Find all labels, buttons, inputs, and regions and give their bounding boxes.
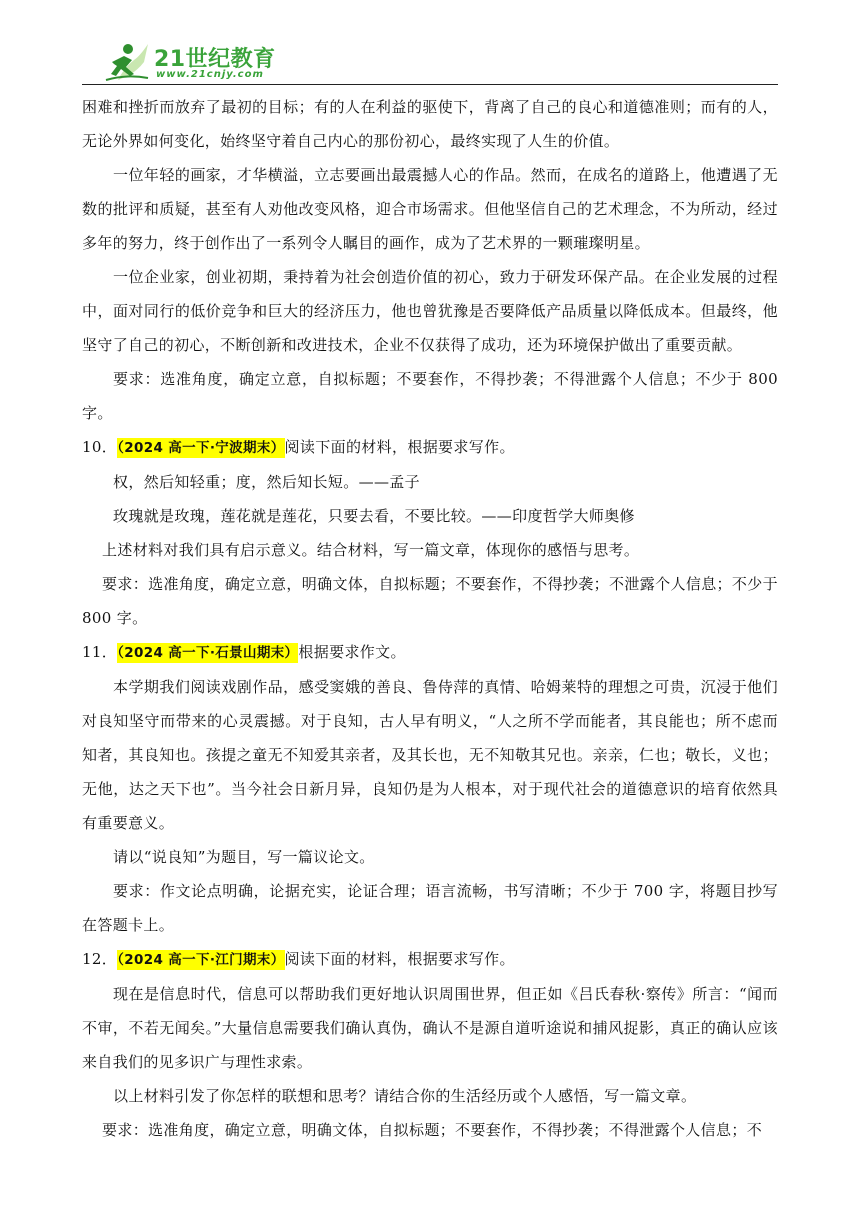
header-divider <box>82 84 778 85</box>
question-10-task: 上述材料对我们具有启示意义。结合材料，写一篇文章，体现你的感悟与思考。 <box>102 541 640 559</box>
question-11-requirements: 要求：作文论点明确，论据充实，论证合理；语言流畅，书写清晰；不少于 700 字，将题目抄写在答题卡上。 <box>82 882 778 934</box>
question-10-requirements: 要求：选准角度，确定立意，明确文体，自拟标题；不要套作，不得抄袭；不泄露个人信息；不少于 800 字。 <box>82 575 778 627</box>
question-12-task: 以上材料引发了你怎样的联想和思考？请结合你的生活经历或个人感悟，写一篇文章。 <box>113 1087 697 1105</box>
question-10-heading <box>82 430 778 465</box>
question-12-heading <box>82 942 778 977</box>
question-number: 10． <box>82 438 118 456</box>
question-number: 11． <box>82 643 118 661</box>
requirements-paragraph: 要求：选准角度，确定立意，自拟标题；不要套作，不得抄袭；不得泄露个人信息；不少于 800 字。 <box>82 370 778 422</box>
quote-mencius: 权，然后知轻重；度，然后知长短。——孟子 <box>113 473 421 491</box>
runner-logo-icon <box>104 40 150 84</box>
source-tag: （2024 高一下·宁波期末） <box>117 440 285 456</box>
question-12-requirements: 要求：选准角度，确定立意，明确文体，自拟标题；不要套作，不得抄袭；不得泄露个人信息；不 <box>102 1121 763 1139</box>
quote-osho: 玫瑰就是玫瑰，莲花就是莲花，只要去看，不要比较。——印度哲学大师奥修 <box>113 507 635 525</box>
question-number: 12． <box>82 950 118 968</box>
question-12-material: 现在是信息时代，信息可以帮助我们更好地认识周围世界，但正如《吕氏春秋·察传》所言：“闻而不审，不若无闻矣。”大量信息需要我们确认真伪，确认不是源自道听途说和捕风捉影，真正的确认应该来自我们的见多识广与理性求索。 <box>82 985 778 1071</box>
question-11-heading <box>82 635 778 670</box>
source-tag: （2024 高一下·石景山期末） <box>117 645 299 661</box>
logo <box>104 40 284 84</box>
logo-url: www.21cnjy.com <box>156 69 264 80</box>
document-body <box>82 90 778 1147</box>
question-prompt: 阅读下面的材料，根据要求写作。 <box>284 950 515 968</box>
source-tag: （2024 高一下·江门期末） <box>117 952 285 968</box>
painter-paragraph: 一位年轻的画家，才华横溢，立志要画出最震撼人心的作品。然而，在成名的道路上，他遭遇了无数的批评和质疑，甚至有人劝他改变风格，迎合市场需求。但他坚信自己的艺术理念，不为所动，经过多年的努力，终于创作出了一系列令人瞩目的画作，成为了艺术界的一颗璀璨明星。 <box>82 166 778 252</box>
logo-text: 21世纪教育 <box>154 47 276 72</box>
question-11-material: 本学期我们阅读戏剧作品，感受窦娥的善良、鲁侍萍的真情、哈姆莱特的理想之可贵，沉浸于他们对良知坚守而带来的心灵震撼。对于良知，古人早有明义，“人之所不学而能者，其良能也；所不虑而知者，其良知也。孩提之童无不知爱其亲者，及其长也，无不知敬其兄也。亲亲，仁也；敬长，义也；无他，达之天下也”。当今社会日新月异，良知仍是为人根本，对于现代社会的道德意识的培育依然具有重要意义。 <box>82 678 778 832</box>
entrepreneur-paragraph: 一位企业家，创业初期，秉持着为社会创造价值的初心，致力于研发环保产品。在企业发展的过程中，面对同行的低价竞争和巨大的经济压力，他也曾犹豫是否要降低产品质量以降低成本。但最终，他坚守了自己的初心，不断创新和改进技术，企业不仅获得了成功，还为环境保护做出了重要贡献。 <box>82 268 778 354</box>
page-header <box>0 0 860 90</box>
continued-paragraph: 困难和挫折而放弃了最初的目标；有的人在利益的驱使下，背离了自己的良心和道德准则；而有的人，无论外界如何变化，始终坚守着自己内心的那份初心，最终实现了人生的价值。 <box>82 98 778 150</box>
question-11-task: 请以“说良知”为题目，写一篇议论文。 <box>113 848 375 866</box>
question-prompt: 阅读下面的材料，根据要求写作。 <box>284 438 515 456</box>
question-prompt: 根据要求作文。 <box>298 643 406 661</box>
